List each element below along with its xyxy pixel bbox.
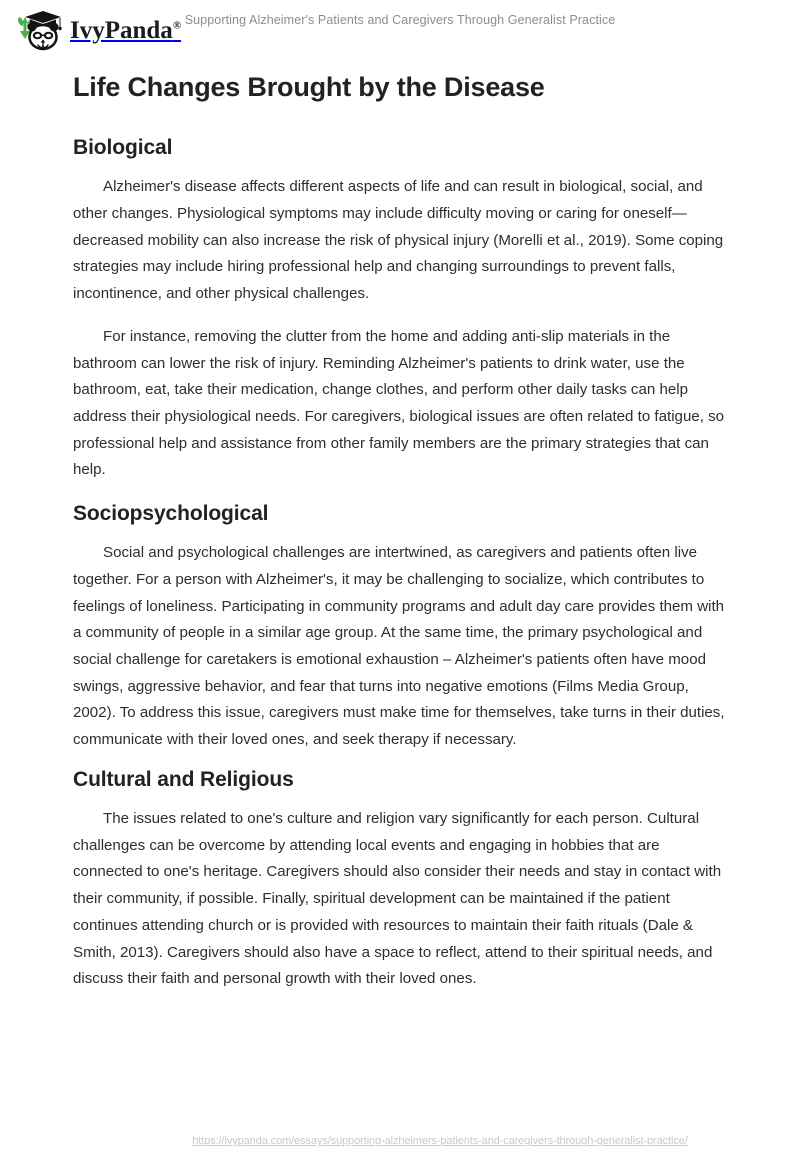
registered-trademark-icon: ® xyxy=(172,19,182,32)
section-biological xyxy=(73,136,729,484)
paragraph: Social and psychological challenges are intertwined, as caregivers and patients often live together. For a person with Alzheimer's, it may be challenging to socialize, which contributes to feelings of loneliness. Participating in community programs and adult day care provides them with a community of people in a similar age group. At the same time, the primary psychological and social challenge for caretakers is emotional exhaustion – Alzheimer's patients often have mood swings, aggressive behavior, and fear that turns into negative emotions (Films Media Group, 2002). To address this issue, caregivers must make time for themselves, take turns in their duties, communicate with their loved ones, and seek therapy if necessary. xyxy=(73,544,725,749)
source-url-link[interactable]: https://ivypanda.com/essays/supporting-alzheimers-patients-and-caregivers-through-generalist-practice/ xyxy=(192,1135,688,1147)
paragraph: The issues related to one's culture and religion vary significantly for each person. Cultural challenges can be overcome by attending local events and engaging in hobbies that are connected to one's heritage. Caregivers should also consider their needs and stay in contact with their community, if possible. Finally, spiritual development can be maintained if the patient continues attending church or is provided with resources to maintain their faith rituals (Dale & Smith, 2013). Caregivers should also have a space to reflect, attend to their spiritual needs, and discuss their faith and personal growth with their loved ones. xyxy=(73,810,722,988)
section-sociopsychological xyxy=(73,502,729,754)
paragraph: Alzheimer's disease affects different aspects of life and can result in biological, social, and other changes. Physiological symptoms may include difficulty moving or caring for oneself—decreased mobility can also increase the risk of physical injury (Morelli et al., 2019). Some coping strategies may include hiring professional help and changing surroundings to prevent falls, incontinence, and other physical challenges. xyxy=(73,178,724,303)
page-footer xyxy=(0,1131,800,1149)
section-cultural-and-religious xyxy=(73,768,729,993)
section-heading-biological: Biological xyxy=(73,136,173,160)
section-heading-sociopsychological: Sociopsychological xyxy=(73,502,269,526)
section-heading-cultural-and-religious: Cultural and Religious xyxy=(73,767,294,791)
section-body-cultural-and-religious xyxy=(73,806,729,993)
running-head-title: Supporting Alzheimer's Patients and Caregivers Through Generalist Practice xyxy=(184,13,616,27)
section-body-biological xyxy=(73,174,729,484)
spacer xyxy=(73,754,729,768)
spacer xyxy=(73,484,729,502)
brand-name-text: IvyPanda xyxy=(70,16,173,44)
document-body xyxy=(73,72,729,993)
page-title: Life Changes Brought by the Disease xyxy=(73,72,545,102)
paragraph: For instance, removing the clutter from the home and adding anti-slip materials in the bathroom can lower the risk of injury. Reminding Alzheimer's patients to drink water, use the bathroom, eat, take their medication, change clothes, and perform other daily tasks can help address their physiological needs. For caregivers, biological issues are often related to fatigue, so professional help and assistance from other family members are the primary strategies that can help. xyxy=(73,327,725,479)
section-body-sociopsychological xyxy=(73,540,729,754)
page-header xyxy=(0,0,800,60)
